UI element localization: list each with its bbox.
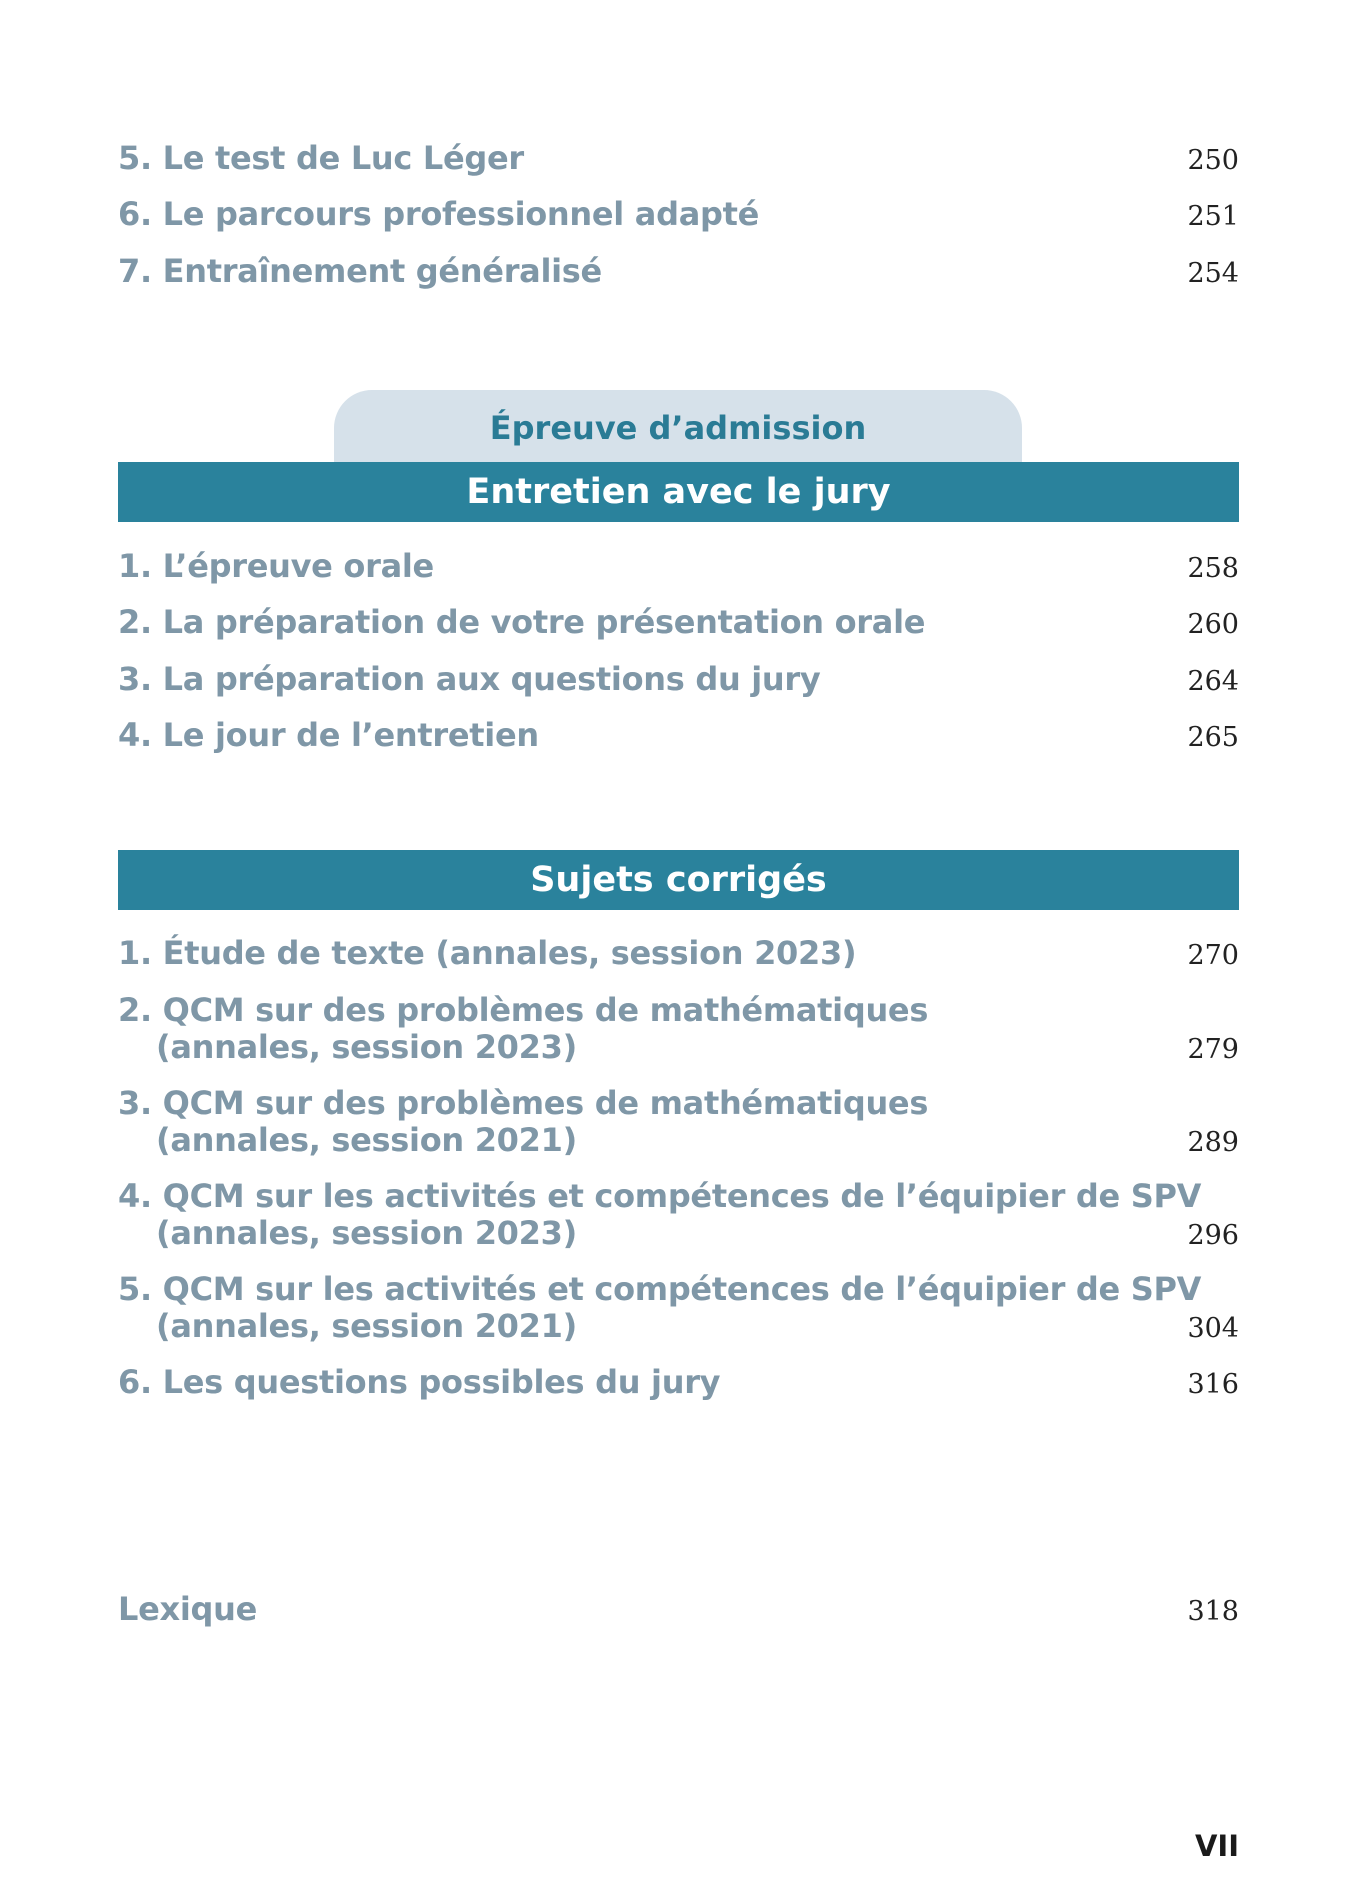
toc-entry-page: 270 — [1187, 940, 1239, 971]
toc-entry-title: 6. Les questions possibles du jury — [118, 1363, 721, 1401]
toc-entry[interactable] — [118, 1364, 1239, 1401]
toc-entry-title: 3. La préparation aux questions du jury — [118, 660, 821, 698]
toc-entry-page: 251 — [1187, 201, 1239, 232]
toc-entry-title — [118, 1178, 1239, 1252]
toc-entry[interactable] — [118, 992, 1239, 1066]
toc-entry-page: 316 — [1187, 1369, 1239, 1400]
toc-entry[interactable] — [118, 935, 1239, 972]
toc-entry-title — [118, 1085, 1239, 1159]
toc-entry[interactable] — [118, 1271, 1239, 1345]
toc-entry-title: 6. Le parcours professionnel adapté — [118, 195, 760, 233]
toc-entry-title: 1. L’épreuve orale — [118, 547, 434, 585]
toc-entry-title: Lexique — [118, 1590, 257, 1628]
toc-entry-page: 296 — [1187, 1220, 1239, 1251]
toc-entry-lexique[interactable] — [118, 1591, 1239, 1628]
toc-entry-page: 318 — [1187, 1596, 1239, 1627]
toc-entry-page: 258 — [1187, 553, 1239, 584]
toc-entry[interactable] — [118, 717, 1239, 754]
toc-entry-title-line: 4. QCM sur les activités et compétences de l’équipier de SPV — [118, 1177, 1202, 1215]
section-tab-label: Épreuve d’admission — [489, 409, 867, 447]
toc-entry-title-continuation: (annales, session 2023) — [156, 1214, 577, 1252]
toc-entry-title-line: 3. QCM sur des problèmes de mathématiques — [118, 1084, 929, 1122]
page-number: VII — [1194, 1829, 1239, 1863]
toc-entry-title-continuation: (annales, session 2021) — [156, 1121, 577, 1159]
toc-entry[interactable] — [118, 1178, 1239, 1252]
toc-entry-title: 4. Le jour de l’entretien — [118, 716, 539, 754]
toc-entry[interactable] — [118, 196, 1239, 233]
toc-entry-page: 265 — [1187, 722, 1239, 753]
toc-entry-title-continuation: (annales, session 2023) — [156, 1028, 577, 1066]
toc-entry-page: 250 — [1187, 145, 1239, 176]
toc-entry-page: 260 — [1187, 609, 1239, 640]
toc-entry-page: 279 — [1187, 1034, 1239, 1065]
toc-entry-title: 2. La préparation de votre présentation orale — [118, 603, 926, 641]
toc-entry-title — [118, 992, 1239, 1066]
toc-entry[interactable] — [118, 604, 1239, 641]
toc-entry[interactable] — [118, 253, 1239, 290]
toc-entry[interactable] — [118, 140, 1239, 177]
toc-entry-page: 264 — [1187, 666, 1239, 697]
toc-entry-title-line: 5. QCM sur les activités et compétences de l’équipier de SPV — [118, 1270, 1202, 1308]
toc-entry-page: 289 — [1187, 1127, 1239, 1158]
toc-entry-page: 304 — [1187, 1313, 1239, 1344]
section-header-band: Sujets corrigés — [118, 850, 1239, 910]
toc-entry[interactable] — [118, 661, 1239, 698]
toc-entry-title — [118, 1271, 1239, 1345]
toc-entry-page: 254 — [1187, 258, 1239, 289]
toc-entry-title-line: 2. QCM sur des problèmes de mathématiques — [118, 991, 929, 1029]
toc-entry-title: 1. Étude de texte (annales, session 2023) — [118, 934, 857, 972]
toc-entry[interactable] — [118, 548, 1239, 585]
toc-entry-title-continuation: (annales, session 2021) — [156, 1307, 577, 1345]
section-header-band: Entretien avec le jury — [118, 462, 1239, 522]
toc-entry-title: 7. Entraînement généralisé — [118, 252, 602, 290]
toc-entry[interactable] — [118, 1085, 1239, 1159]
toc-entry-title: 5. Le test de Luc Léger — [118, 139, 524, 177]
